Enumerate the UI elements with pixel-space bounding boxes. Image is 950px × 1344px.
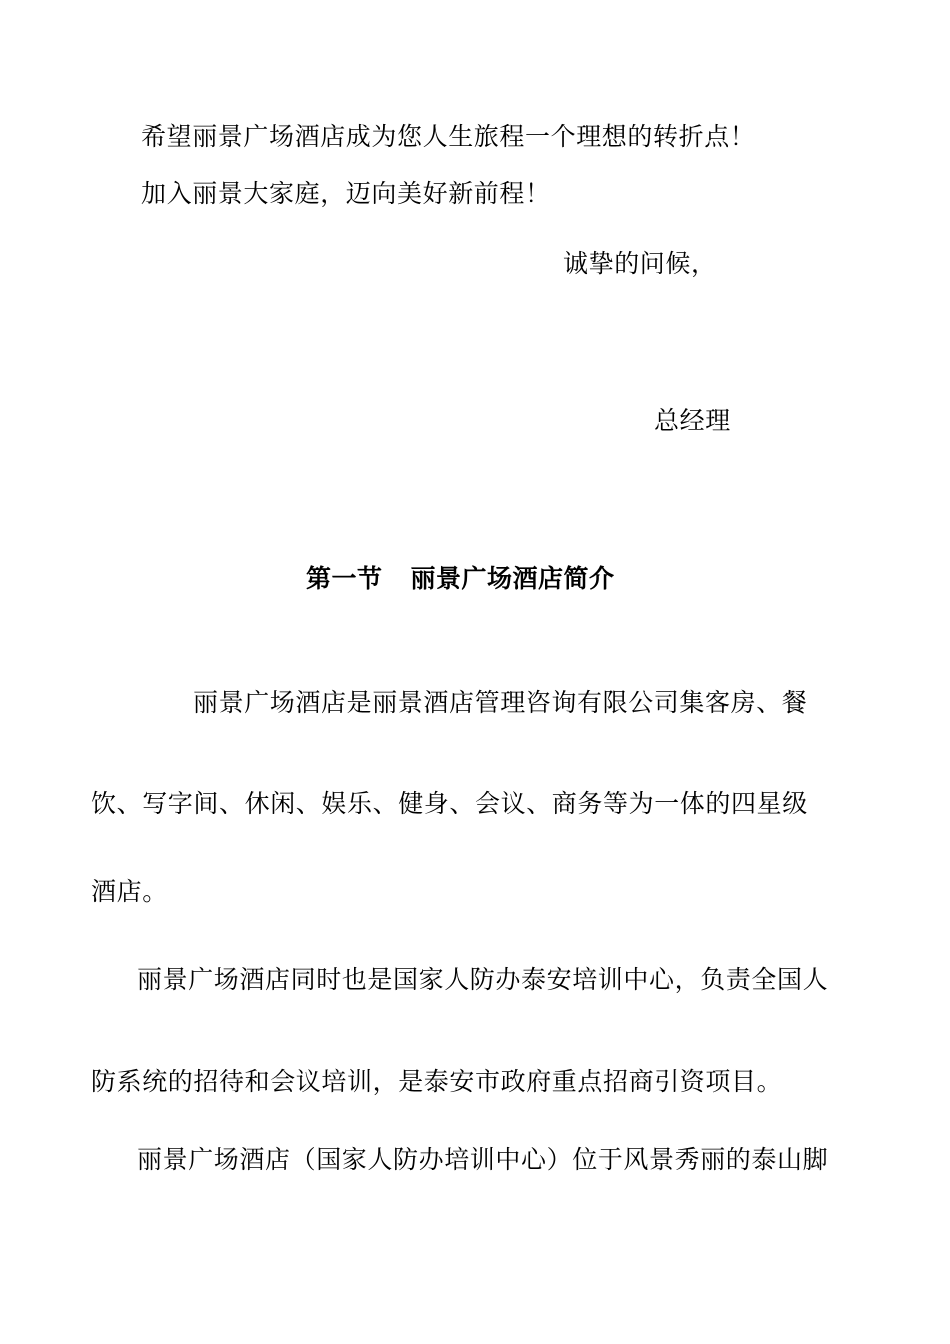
closing-line-2: 加入丽景大家庭，迈向美好新前程！ <box>141 179 551 208</box>
section-title: 丽景广场酒店简介 <box>410 564 615 593</box>
section-number: 第一节 <box>306 564 383 593</box>
section-heading <box>306 562 615 596</box>
paragraph-3-line-1: 丽景广场酒店（国家人防办培训中心）位于风景秀丽的泰山脚 <box>137 1145 829 1174</box>
closing-line-1: 希望丽景广场酒店成为您人生旅程一个理想的转折点！ <box>141 122 756 151</box>
signature-title: 总经理 <box>654 406 731 435</box>
paragraph-2-line-1: 丽景广场酒店同时也是国家人防办泰安培训中心，负责全国人 <box>137 965 829 994</box>
closing-greeting: 诚挚的问候， <box>563 249 717 278</box>
paragraph-1-line-2: 饮、写字间、休闲、娱乐、健身、会议、商务等为一体的四星级 <box>91 789 808 818</box>
paragraph-1-line-1: 丽景广场酒店是丽景酒店管理咨询有限公司集客房、餐 <box>193 688 808 717</box>
paragraph-1-line-3: 酒店。 <box>91 877 168 906</box>
paragraph-2-line-2: 防系统的招待和会议培训，是泰安市政府重点招商引资项目。 <box>91 1067 783 1096</box>
